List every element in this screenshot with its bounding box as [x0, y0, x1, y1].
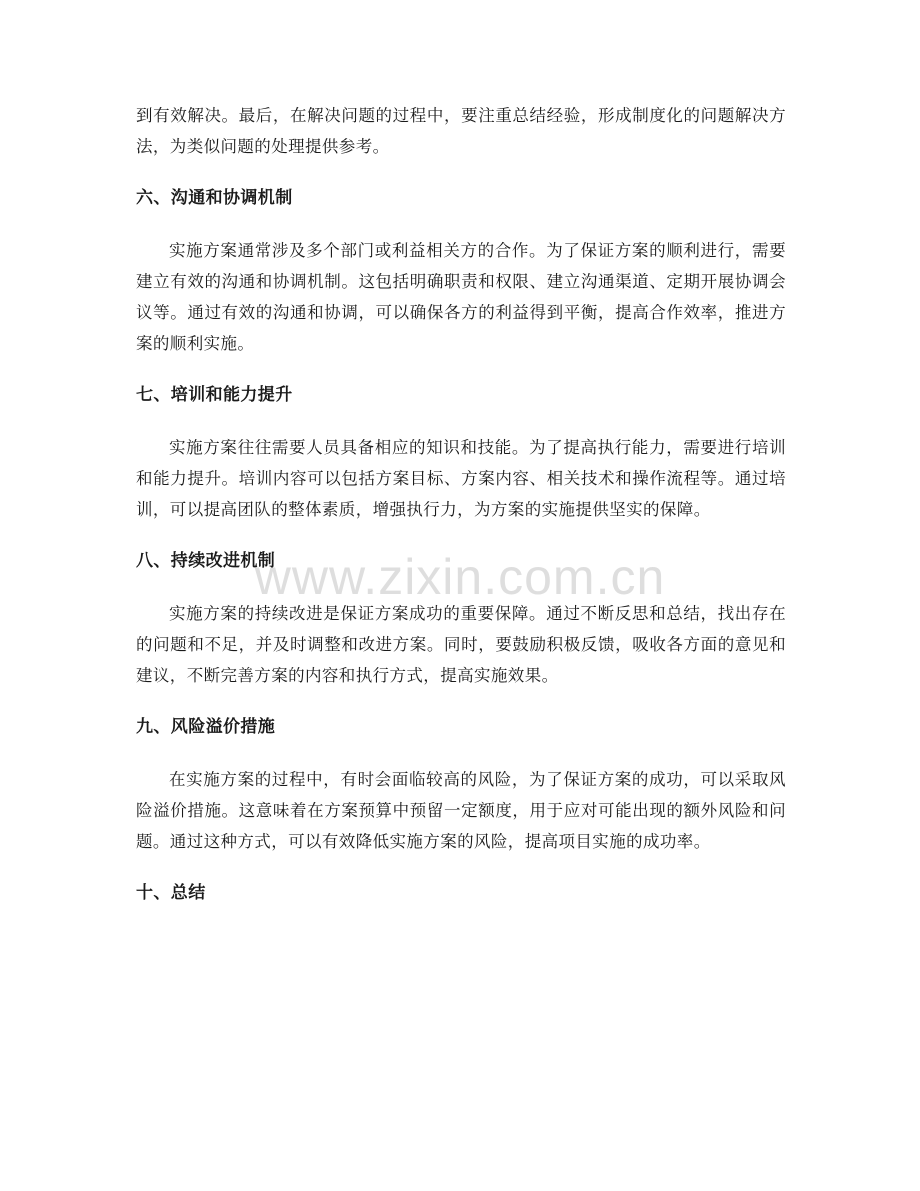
document-content — [136, 100, 786, 930]
section-body-9: 在实施方案的过程中，有时会面临较高的风险，为了保证方案的成功，可以采取风险溢价措施。这意味着在方案预算中预留一定额度，用于应对可能出现的额外风险和问题。通过这种方式，可以有效降低实施方案的风险，提高项目实施的成功率。 — [136, 770, 786, 851]
watermark-text: www.zixin.com.cn — [254, 549, 666, 605]
section-heading-10: 十、总结 — [136, 883, 206, 903]
section-heading-6: 六、沟通和协调机制 — [136, 188, 293, 208]
section-body-7: 实施方案往往需要人员具备相应的知识和技能。为了提高执行能力，需要进行培训和能力提升。培训内容可以包括方案目标、方案内容、相关技术和操作流程等。通过培训，可以提高团队的整体素质，增强执行力，为方案的实施提供坚实的保障。 — [136, 438, 786, 519]
section-heading-9: 九、风险溢价措施 — [136, 717, 276, 737]
section-heading-8: 八、持续改进机制 — [136, 551, 276, 571]
section-body-6: 实施方案通常涉及多个部门或利益相关方的合作。为了保证方案的顺利进行，需要建立有效的沟通和协调机制。这包括明确职责和权限、建立沟通渠道、定期开展协调会议等。通过有效的沟通和协调，可以确保各方的利益得到平衡，提高合作效率，推进方案的顺利实施。 — [136, 241, 786, 353]
section-body-8: 实施方案的持续改进是保证方案成功的重要保障。通过不断反思和总结，找出存在的问题和不足，并及时调整和改进方案。同时，要鼓励积极反馈，吸收各方面的意见和建议，不断完善方案的内容和执行方式，提高实施效果。 — [136, 604, 786, 685]
section-heading-7: 七、培训和能力提升 — [136, 385, 293, 405]
intro-paragraph: 到有效解决。最后，在解决问题的过程中，要注重总结经验，形成制度化的问题解决方法，为类似问题的处理提供参考。 — [136, 106, 786, 156]
